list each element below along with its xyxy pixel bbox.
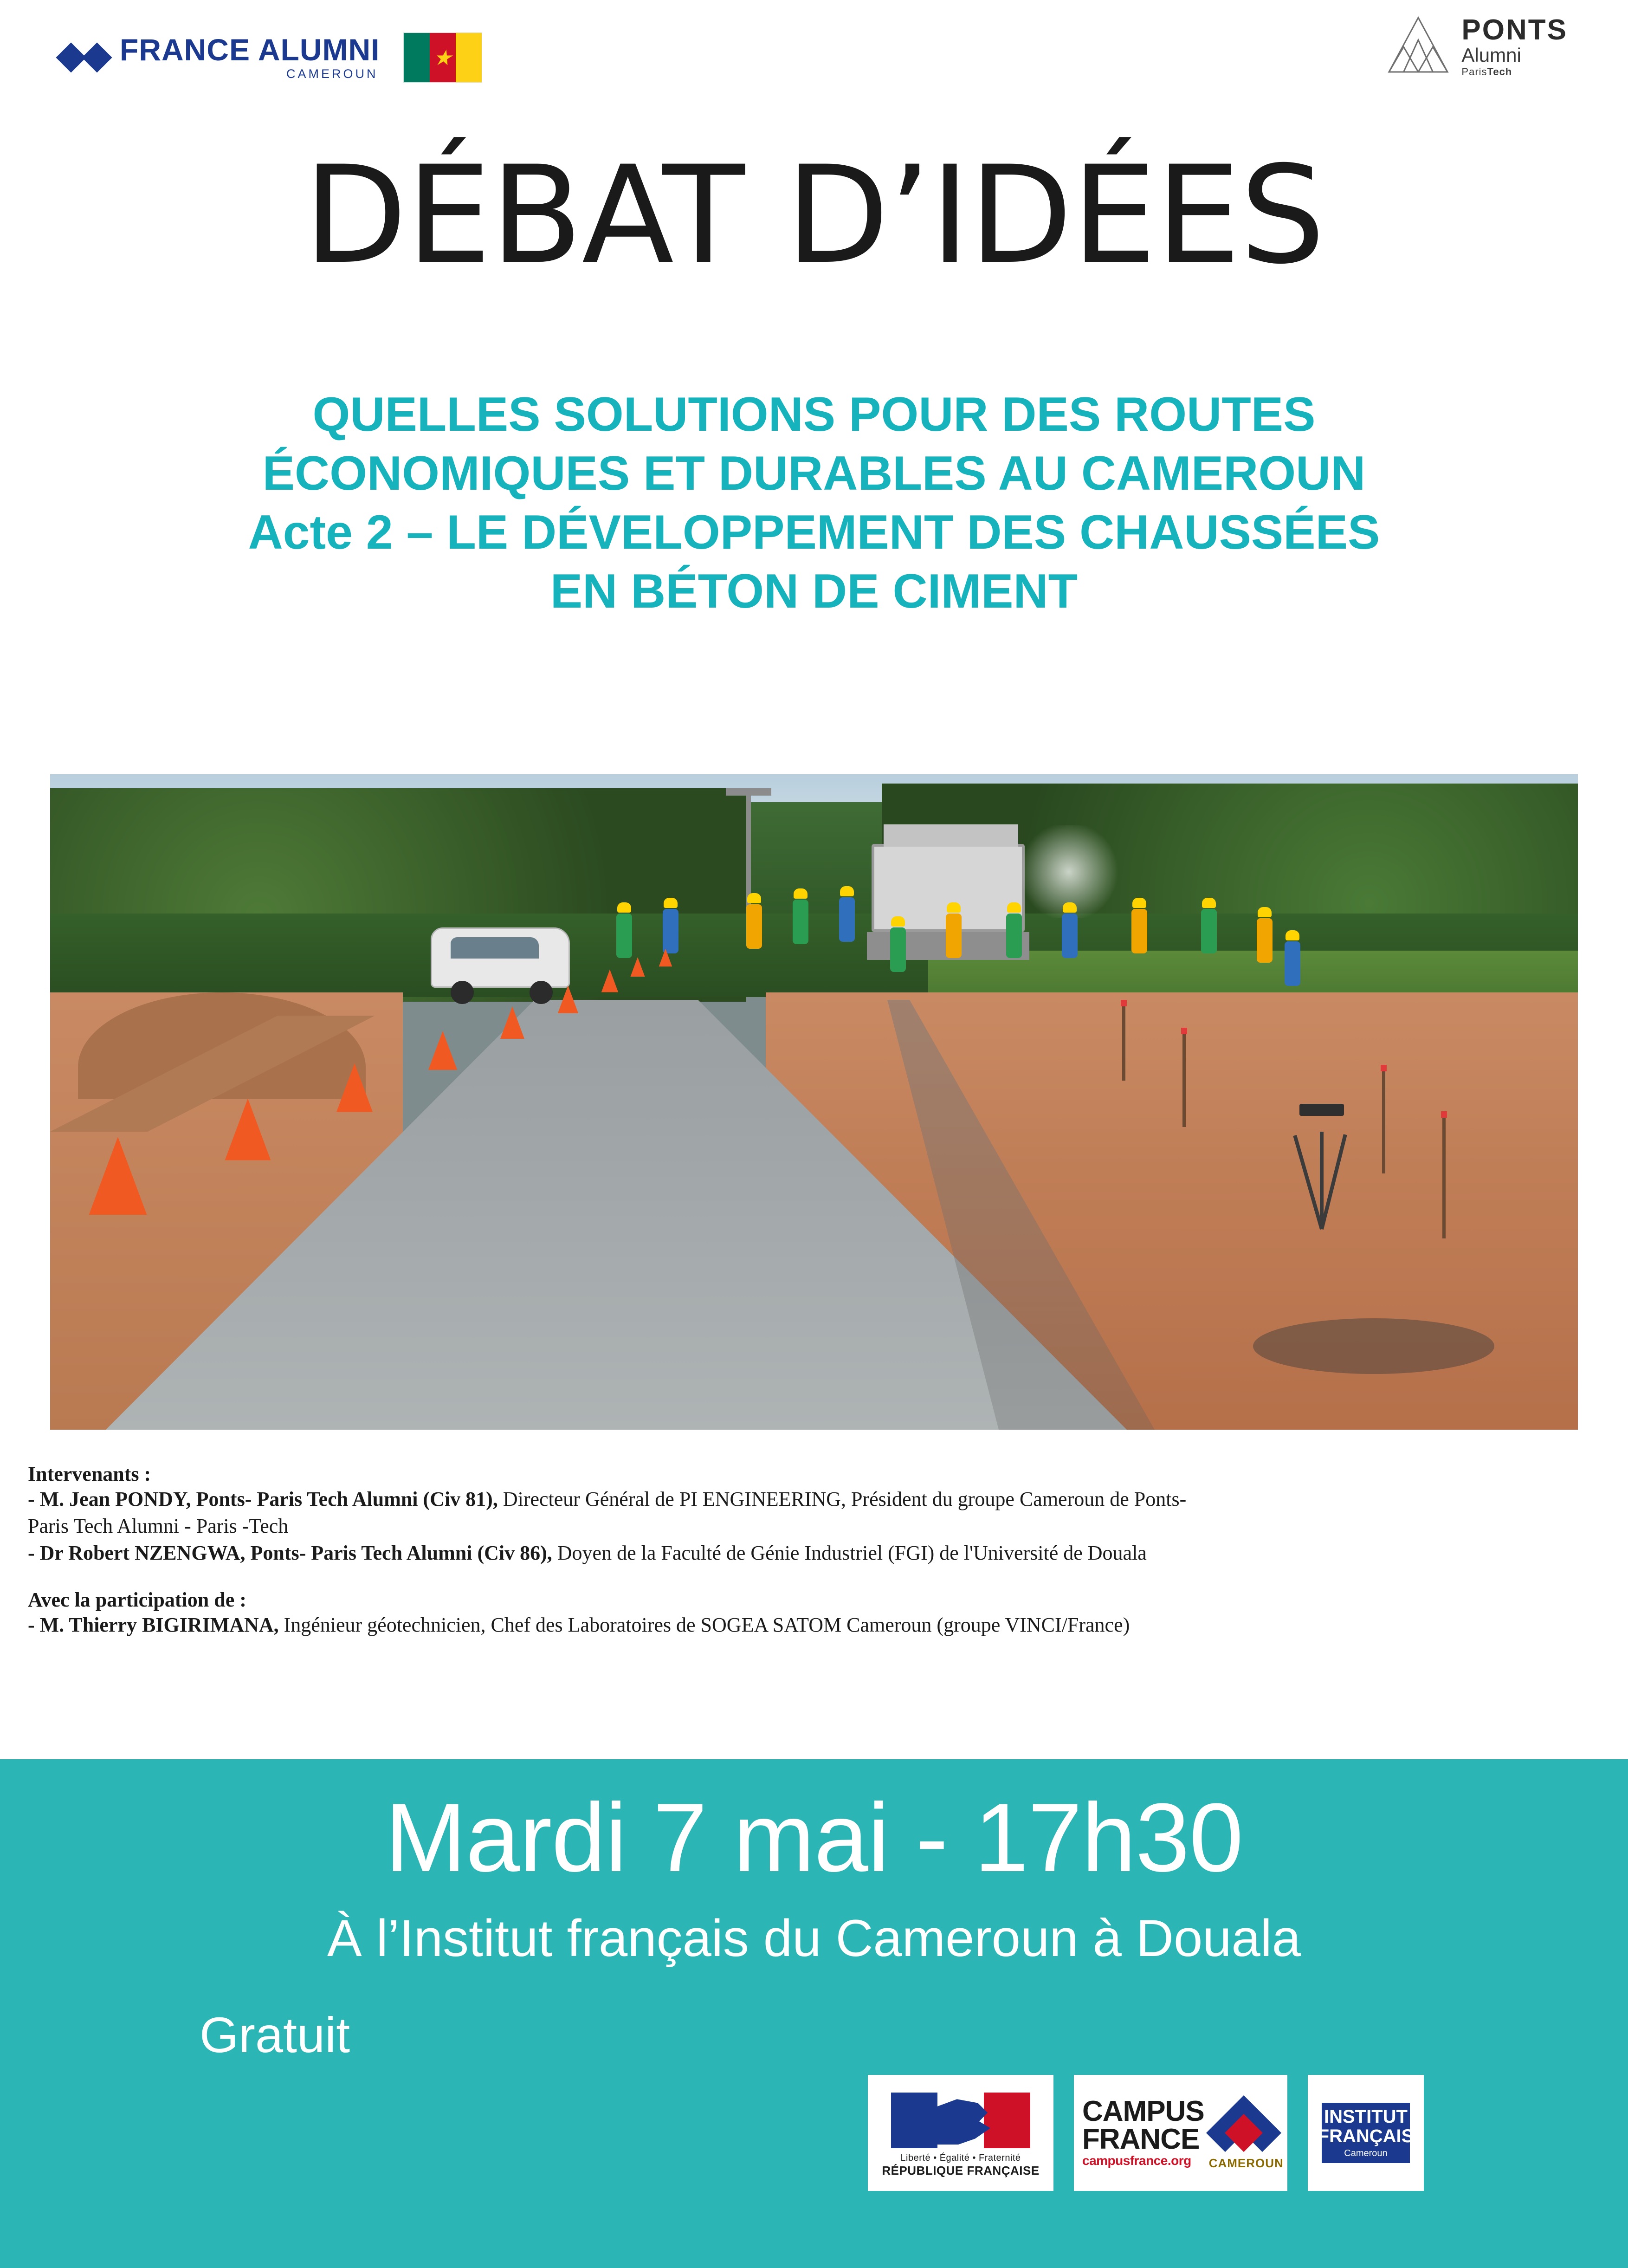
speaker-2-name: - Dr Robert NZENGWA, Ponts- Paris Tech Alumni (Civ 86), — [28, 1542, 552, 1565]
france-alumni-logo — [60, 32, 482, 83]
ponts-tech-suffix: Tech — [1487, 66, 1512, 78]
france-alumni-diamonds-icon — [60, 47, 108, 68]
subtitle-line-4: EN BÉTON DE CIMENT — [550, 564, 1078, 618]
if-line-2: FRANÇAIS — [1318, 2125, 1414, 2146]
cameroon-flag-icon — [403, 32, 482, 83]
car-in-photo — [431, 927, 570, 988]
survey-tripod-icon — [1275, 1108, 1368, 1229]
if-line-1: INSTITUT — [1324, 2106, 1408, 2127]
campus-country: CAMEROUN — [1208, 2156, 1284, 2170]
subtitle-line-3: Acte 2 – LE DÉVELOPPEMENT DES CHAUSSÉES — [248, 505, 1380, 559]
participation-heading: Avec la participation de : — [28, 1588, 246, 1612]
page-title: DÉBAT D’IDÉES — [304, 137, 1324, 294]
speaker-2-role: Doyen de la Faculté de Génie Industriel (FGI) de l'Université de Douala — [552, 1542, 1147, 1565]
event-location: À l’Institut français du Cameroun à Douala — [327, 1909, 1301, 1967]
france-alumni-title — [120, 34, 380, 65]
participant-line-1 — [28, 1612, 1606, 1639]
construction-photo — [50, 774, 1578, 1430]
campus-diamond-icon — [1208, 2098, 1284, 2170]
ponts-name: PONTS — [1461, 13, 1568, 46]
republique-francaise-logo — [868, 2075, 1053, 2191]
if-country: Cameroun — [1344, 2148, 1388, 2159]
event-date: Mardi 7 mai - 17h30 — [385, 1783, 1243, 1892]
partner-logos — [868, 2075, 1424, 2191]
speaker-1-role: Directeur Général de PI ENGINEERING, Président du groupe Cameroun de Ponts- — [497, 1488, 1187, 1510]
event-footer — [0, 1759, 1628, 2268]
participant-1-name: - M. Thierry BIGIRIMANA, — [28, 1614, 279, 1637]
logo-bar — [0, 0, 1628, 121]
flag-star-icon: ★ — [433, 45, 452, 70]
campus-url: campusfrance.org — [1082, 2153, 1191, 2168]
france-alumni-alumni: ALUMNI — [258, 32, 380, 67]
participant-1-role: Ingénieur géotechnicien, Chef des Laboratoires de SOGEA SATOM Cameroun (groupe VINCI/France) — [278, 1614, 1130, 1637]
event-price: Gratuit — [200, 2007, 350, 2063]
france-alumni-subtitle: CAMEROUN — [286, 66, 378, 81]
ponts-paristech-label — [1461, 66, 1512, 78]
ponts-alumni-label: Alumni — [1461, 44, 1521, 66]
subtitle-block — [0, 385, 1628, 621]
ponts-alumni-logo — [1383, 12, 1568, 82]
speaker-1-role-cont: Paris Tech Alumni - Paris -Tech — [28, 1515, 289, 1538]
ponts-triangle-icon — [1383, 12, 1453, 82]
speaker-1-name: - M. Jean PONDY, Ponts- Paris Tech Alumni (Civ 81), — [28, 1488, 498, 1510]
ponts-tech-prefix: Paris — [1461, 66, 1487, 78]
france-alumni-france: FRANCE — [120, 32, 250, 67]
speakers-heading: Intervenants : — [28, 1463, 151, 1485]
rf-motto: Liberté • Égalité • Fraternité — [900, 2153, 1021, 2163]
campus-france-logo — [1074, 2075, 1287, 2191]
campus-line-2: FRANCE — [1082, 2123, 1200, 2155]
speaker-line-2 — [28, 1513, 1606, 1540]
subtitle-line-2: ÉCONOMIQUES ET DURABLES AU CAMEROUN — [262, 446, 1366, 500]
speakers-section — [28, 1462, 1606, 1639]
speaker-line-3 — [28, 1540, 1606, 1567]
campus-line-1: CAMPUS — [1082, 2095, 1204, 2128]
rf-name: RÉPUBLIQUE FRANÇAISE — [882, 2164, 1040, 2177]
institut-francais-logo — [1308, 2075, 1424, 2191]
subtitle-line-1: QUELLES SOLUTIONS POUR DES ROUTES — [312, 388, 1316, 441]
french-flag-icon — [891, 2093, 1030, 2148]
speaker-line-1 — [28, 1486, 1606, 1513]
